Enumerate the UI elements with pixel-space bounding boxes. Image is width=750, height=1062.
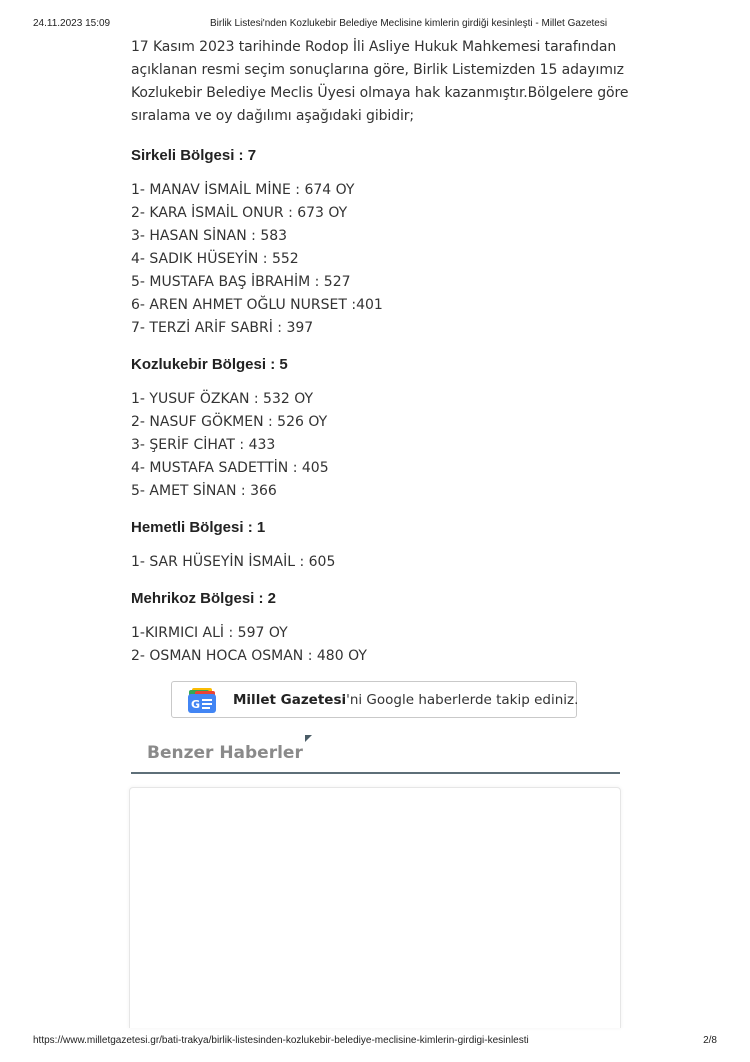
list-item: 4- SADIK HÜSEYİN : 552 (131, 251, 299, 267)
google-news-text (233, 692, 578, 708)
print-url: https://www.milletgazetesi.gr/bati-trakya/birlik-listesinden-kozlukebir-belediye-meclisine-kimlerin-girdigi-kesinlesti (33, 1035, 529, 1046)
intro-line: sıralama ve oy dağılımı aşağıdaki gibidir; (131, 108, 415, 124)
region-title-sirkeli: Sirkeli Bölgesi : 7 (131, 147, 257, 164)
list-item: 2- KARA İSMAİL ONUR : 673 OY (131, 205, 348, 221)
intro-line: 17 Kasım 2023 tarihinde Rodop İli Asliye Hukuk Mahkemesi tarafından (131, 39, 617, 55)
candidate-list-mehrikoz (131, 622, 631, 668)
print-datetime: 24.11.2023 15:09 (33, 18, 111, 29)
brand-name: Millet Gazetesi (233, 692, 347, 708)
candidate-list-hemetli (131, 551, 631, 574)
list-item: 1-KIRMICI ALİ : 597 OY (131, 625, 288, 641)
list-item: 3- HASAN SİNAN : 583 (131, 228, 288, 244)
candidate-list-sirkeli (131, 179, 631, 340)
google-news-follow-link[interactable] (171, 681, 577, 718)
intro-line: Kozlukebir Belediye Meclis Üyesi olmaya hak kazanmıştır.Bölgelere göre (131, 85, 629, 101)
list-item: 5- MUSTAFA BAŞ İBRAHİM : 527 (131, 274, 351, 290)
list-item: 5- AMET SİNAN : 366 (131, 483, 277, 499)
page-number: 2/8 (703, 1035, 717, 1046)
list-item: 4- MUSTAFA SADETTİN : 405 (131, 460, 329, 476)
list-item: 3- ŞERİF CİHAT : 433 (131, 437, 276, 453)
list-item: 2- OSMAN HOCA OSMAN : 480 OY (131, 648, 367, 664)
region-title-mehrikoz: Mehrikoz Bölgesi : 2 (131, 590, 277, 607)
related-news-title: Benzer Haberler (147, 743, 303, 763)
article-body (131, 36, 631, 668)
follow-text: 'ni Google haberlerde takip ediniz. (346, 692, 579, 708)
list-item: 1- SAR HÜSEYİN İSMAİL : 605 (131, 554, 336, 570)
candidate-list-kozlukebir (131, 388, 631, 503)
list-item: 6- AREN AHMET OĞLU NURSET :401 (131, 297, 383, 313)
region-title-hemetli: Hemetli Bölgesi : 1 (131, 519, 266, 536)
intro-line: açıklanan resmi seçim sonuçlarına göre, Birlik Listemizden 15 adayımız (131, 62, 624, 78)
print-page-title: Birlik Listesi'nden Kozlukebir Belediye Meclisine kimlerin girdiği kesinleşti - Millet Gazetesi (210, 18, 608, 29)
region-title-kozlukebir: Kozlukebir Bölgesi : 5 (131, 356, 288, 373)
list-item: 1- YUSUF ÖZKAN : 532 OY (131, 391, 314, 407)
list-item: 1- MANAV İSMAİL MİNE : 674 OY (131, 182, 355, 198)
article-intro (131, 36, 631, 128)
corner-marker-icon (305, 735, 312, 742)
related-news-card[interactable] (129, 787, 621, 1028)
related-news-header (131, 740, 620, 774)
svg-text:G: G (191, 698, 201, 711)
list-item: 7- TERZİ ARİF SABRİ : 397 (131, 320, 314, 336)
google-news-icon (186, 688, 218, 714)
list-item: 2- NASUF GÖKMEN : 526 OY (131, 414, 328, 430)
